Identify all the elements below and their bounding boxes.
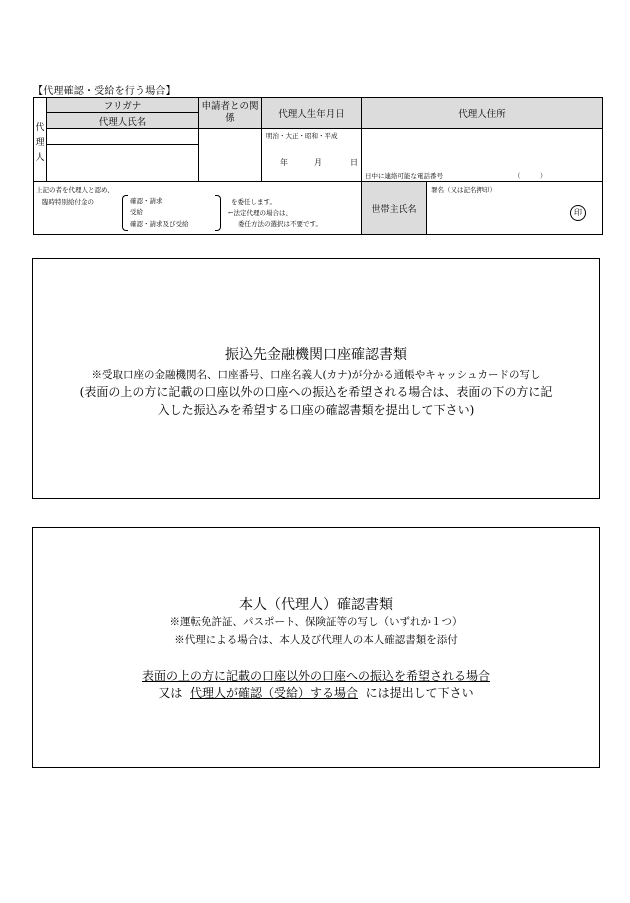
bank-document-note: ※受取口座の金融機関名、口座番号、口座名義人(カナ)が分かる通帳やキャッシュカードの写し [91,369,541,381]
birthdate-header: 代理人生年月日 [262,98,362,129]
delegation-line3: を委任します。 [231,198,276,206]
identity-condition-2: 又は 代理人が確認（受給）する場合 には提出して下さい [158,686,474,700]
bank-document-title: 振込先金融機関口座確認書類 [225,347,407,363]
furigana-input[interactable] [47,129,199,145]
delegation-line1: 上記の者を代理人と認め、 [36,186,114,194]
proxy-side-label: 代 理 人 [34,98,47,182]
identity-note-1: ※運転免許証、パスポート、保険証等の写し（いずれか１つ） [169,616,463,628]
delegation-line2: 臨時特別給付金の [42,198,94,206]
identity-condition-1: 表面の上の方に記載の口座以外の口座への振込を希望される場合 [141,669,490,683]
delegation-cell [34,182,362,235]
month-unit: 月 [314,158,322,167]
bank-document-instruction: (表面の上の方に記載の口座以外の口座への振込を希望される場合は、表面の下の方に記 入した振込みを希望する口座の確認書類を提出して下さい) [79,385,553,417]
identity-document-box [32,527,600,768]
bank-document-box [32,258,600,499]
identity-note-2: ※代理による場合は、本人及び代理人の本人確認書類を添付 [174,634,458,646]
proxy-form-table [33,97,603,235]
year-unit: 年 [280,158,288,167]
delegation-note2: 委任方法の選択は不要です。 [238,220,322,228]
phone-parens: （ ） [514,172,547,180]
address-header: 代理人住所 [362,98,603,129]
bracket-right [215,195,221,231]
seal-icon: 印 [570,205,586,221]
address-input[interactable] [362,129,603,182]
era-options: 明治・大正・昭和・平成 [266,132,338,140]
relation-header: 申請者との関係 [199,98,262,129]
delegation-option-2[interactable]: 受給 [130,208,143,216]
delegation-note1: ←法定代理の場合は、 [228,209,292,217]
signature-cell[interactable] [427,182,603,235]
delegation-option-3[interactable]: 確認・請求及び受給 [130,220,189,228]
delegation-option-1[interactable]: 確認・請求 [130,197,163,205]
identity-document-title: 本人（代理人）確認書類 [239,597,393,613]
section-title: 【代理確認・受給を行う場合】 [33,86,176,97]
household-head-label: 世帯主氏名 [362,182,427,235]
relation-input[interactable] [199,129,262,182]
birthdate-input[interactable] [262,129,362,182]
day-unit: 日 [350,158,358,167]
phone-label: 日中に連絡可能な電話番号 [365,172,443,180]
name-input[interactable] [47,145,199,182]
furigana-header: フリガナ [47,98,199,113]
name-header: 代理人氏名 [47,113,199,129]
signature-label: 署名（又は記名押印） [431,186,496,194]
bracket-left [122,195,128,231]
